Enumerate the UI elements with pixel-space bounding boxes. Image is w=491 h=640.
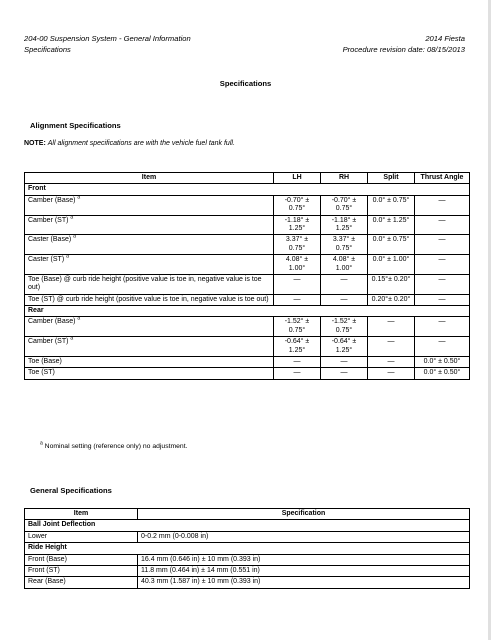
cell-lh: -0.70° ± 0.75° xyxy=(274,195,321,215)
item-label: Camber (Base) xyxy=(28,318,76,326)
item-label: Camber (ST) xyxy=(28,338,69,346)
item-label: Toe (Base) xyxy=(28,358,62,366)
cell-item xyxy=(25,274,274,294)
item-label: Toe (Base) @ curb ride height (positive value is toe in, negative value is toe out) xyxy=(28,275,262,292)
table-row xyxy=(25,294,470,305)
table-row xyxy=(25,215,470,235)
table-row xyxy=(25,195,470,215)
footnote-ref: a xyxy=(77,194,81,201)
section-row xyxy=(25,543,470,554)
general-heading: General Specifications xyxy=(30,486,112,495)
cell-lh: -1.52° ± 0.75° xyxy=(274,317,321,337)
cell-rh: -0.64° ± 1.25° xyxy=(321,337,368,357)
col-item: Item xyxy=(25,509,138,520)
cell-item: Rear (Base) xyxy=(25,577,138,588)
section-row xyxy=(25,520,470,531)
item-label: Camber (ST) xyxy=(28,216,69,224)
section-title: Rear xyxy=(25,306,470,317)
col-item: Item xyxy=(25,173,274,184)
cell-item xyxy=(25,317,274,337)
table-row xyxy=(25,368,470,379)
item-label: Toe (ST) xyxy=(28,369,55,377)
cell-rh: — xyxy=(321,294,368,305)
cell-item: Front (Base) xyxy=(25,554,138,565)
header-revision-date: Procedure revision date: 08/15/2013 xyxy=(342,45,465,55)
col-specification: Specification xyxy=(138,509,470,520)
section-row xyxy=(25,306,470,317)
cell-rh: -1.52° ± 0.75° xyxy=(321,317,368,337)
table-row xyxy=(25,565,470,576)
cell-split: 0.0° ± 0.75° xyxy=(368,235,415,255)
footnote-ref: a xyxy=(70,335,74,342)
cell-split: — xyxy=(368,317,415,337)
table-row xyxy=(25,255,470,275)
cell-rh: -0.70° ± 0.75° xyxy=(321,195,368,215)
col-lh: LH xyxy=(274,173,321,184)
cell-thrust: — xyxy=(415,255,470,275)
cell-specification: 11.8 mm (0.464 in) ± 14 mm (0.551 in) xyxy=(138,565,470,576)
footnote-ref: a xyxy=(70,214,74,221)
table-row xyxy=(25,235,470,255)
cell-item xyxy=(25,337,274,357)
table-row xyxy=(25,274,470,294)
table-row xyxy=(25,531,470,542)
footnote-ref: a xyxy=(66,253,69,260)
cell-specification: 0-0.2 mm (0-0.008 in) xyxy=(138,531,470,542)
page-header xyxy=(24,34,465,56)
cell-item xyxy=(25,368,274,379)
cell-thrust: — xyxy=(415,235,470,255)
cell-thrust: 0.0° ± 0.50° xyxy=(415,368,470,379)
section-row xyxy=(25,184,470,195)
item-label: Camber (Base) xyxy=(28,196,76,204)
cell-item xyxy=(25,195,274,215)
table-row xyxy=(25,357,470,368)
cell-lh: — xyxy=(274,368,321,379)
cell-thrust: — xyxy=(415,337,470,357)
cell-lh: — xyxy=(274,294,321,305)
cell-rh: — xyxy=(321,368,368,379)
cell-specification: 16.4 mm (0.646 in) ± 10 mm (0.393 in) xyxy=(138,554,470,565)
cell-split: — xyxy=(368,337,415,357)
footnote-ref: a xyxy=(77,316,81,323)
cell-thrust: — xyxy=(415,294,470,305)
general-specs-table xyxy=(24,508,470,589)
cell-item xyxy=(25,255,274,275)
table-row xyxy=(25,317,470,337)
page-title: Specifications xyxy=(219,79,272,88)
section-title: Ball Joint Deflection xyxy=(25,520,470,531)
cell-lh: -0.64° ± 1.25° xyxy=(274,337,321,357)
cell-item xyxy=(25,215,274,235)
section-title: Ride Height xyxy=(25,543,470,554)
header-model: 2014 Fiesta xyxy=(425,34,465,43)
col-thrust-angle: Thrust Angle xyxy=(415,173,470,184)
col-split: Split xyxy=(368,173,415,184)
cell-rh: — xyxy=(321,274,368,294)
cell-split: 0.15°± 0.20° xyxy=(368,274,415,294)
table-row xyxy=(25,554,470,565)
cell-lh: -1.18° ± 1.25° xyxy=(274,215,321,235)
footnote-marker: a xyxy=(40,440,43,447)
footnote xyxy=(40,440,188,451)
cell-item xyxy=(25,357,274,368)
cell-lh: 4.08° ± 1.00° xyxy=(274,255,321,275)
item-label: Caster (Base) xyxy=(28,236,72,244)
cell-item: Lower xyxy=(25,531,138,542)
cell-lh: — xyxy=(274,274,321,294)
cell-item: Front (ST) xyxy=(25,565,138,576)
alignment-header-row xyxy=(25,173,470,184)
footnote-text: Nominal setting (reference only) no adjustment. xyxy=(44,443,188,450)
cell-rh: 4.08° ± 1.00° xyxy=(321,255,368,275)
note-text: All alignment specifications are with the vehicle fuel tank full. xyxy=(47,140,235,147)
cell-lh: — xyxy=(274,357,321,368)
cell-split: 0.20°± 0.20° xyxy=(368,294,415,305)
cell-specification: 40.3 mm (1.587 in) ± 10 mm (0.393 in) xyxy=(138,577,470,588)
cell-thrust: — xyxy=(415,274,470,294)
section-title: Front xyxy=(25,184,470,195)
cell-rh: 3.37° ± 0.75° xyxy=(321,235,368,255)
cell-split: 0.0° ± 0.75° xyxy=(368,195,415,215)
item-label: Toe (ST) @ curb ride height (positive value is toe in, negative value is toe out) xyxy=(28,295,269,303)
cell-item xyxy=(25,235,274,255)
cell-lh: 3.37° ± 0.75° xyxy=(274,235,321,255)
col-rh: RH xyxy=(321,173,368,184)
alignment-table xyxy=(24,172,470,380)
item-label: Caster (ST) xyxy=(28,256,65,264)
cell-rh: — xyxy=(321,357,368,368)
table-row xyxy=(25,337,470,357)
cell-split: 0.0° ± 1.00° xyxy=(368,255,415,275)
alignment-note xyxy=(24,140,235,148)
cell-split: 0.0° ± 1.25° xyxy=(368,215,415,235)
cell-item xyxy=(25,294,274,305)
alignment-heading: Alignment Specifications xyxy=(30,121,121,130)
header-subtitle: Specifications xyxy=(24,45,71,55)
footnote-ref: a xyxy=(73,234,76,241)
table-row xyxy=(25,577,470,588)
cell-rh: -1.18° ± 1.25° xyxy=(321,215,368,235)
cell-thrust: — xyxy=(415,195,470,215)
general-header-row xyxy=(25,509,470,520)
note-label: NOTE: xyxy=(24,140,46,147)
header-section-title: 204-00 Suspension System - General Information xyxy=(24,34,191,43)
cell-split: — xyxy=(368,357,415,368)
cell-split: — xyxy=(368,368,415,379)
cell-thrust: — xyxy=(415,317,470,337)
cell-thrust: — xyxy=(415,215,470,235)
cell-thrust: 0.0° ± 0.50° xyxy=(415,357,470,368)
